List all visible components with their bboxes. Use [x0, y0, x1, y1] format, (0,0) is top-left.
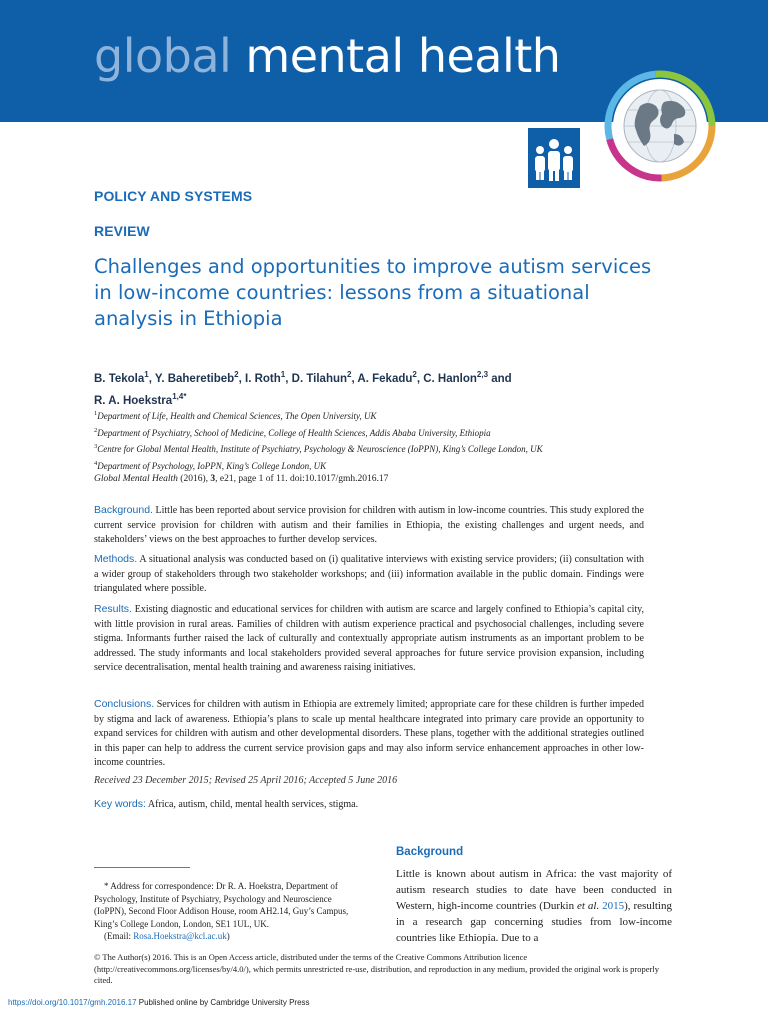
author-name: , C. Hanlon: [416, 372, 477, 385]
keywords-heading: Key words:: [94, 798, 146, 810]
affiliation-item: [94, 457, 654, 474]
correspondence-text: ): [226, 931, 230, 941]
author-name: R. A. Hoekstra: [94, 394, 173, 407]
author-affiliation-number: 1: [280, 370, 286, 379]
abstract-text: Services for children with autism in Ethiopia are extremely limited; appropriate care for these children is further impeded by stigma and lack of awareness. Ethiopia’s plans to scale up mental healthcare integrated into primary care provide an opportunity to expand services for children with autism and other developmental disorders. These plans, together with the additional strategies outlined in this paper can help to address the current service provision gaps and may also inform service enhancement approaches in other low-income countries.: [94, 699, 645, 768]
affiliation-text: Centre for Global Mental Health, Institute of Psychiatry, Psychology & Neuroscience (IoPPN), King’s College London, UK: [97, 444, 543, 454]
author-name: , A. Fekadu: [351, 372, 413, 385]
background-text: Little is known about autism in Africa: the vast majority of autism research studies to date have been conducted in Western, high-income countries (Durkin: [396, 868, 672, 912]
author-affiliation-number: 2: [234, 370, 239, 379]
abstract-text: Little has been reported about service provision for children with autism in low-income countries. This study explored the current service provision for children with autism and their families in Ethiopia, the existing challenges and urgent needs, and stakeholders’ views on the best approaches to further develop services.: [94, 505, 644, 545]
abstract-heading: Background.: [94, 504, 153, 516]
affiliation-number: 4: [94, 459, 98, 467]
article-title: Challenges and opportunities to improve autism services in low-income countries: lessons from a situational analysis in Ethiopia: [94, 255, 652, 330]
citation-journal: Global Mental Health: [94, 474, 178, 484]
citation-text: , e21, page 1 of 11. doi:10.1017/gmh.2016.17: [215, 474, 389, 484]
author-name: , Y. Baheretibeb: [148, 372, 235, 385]
abstract-text: A situational analysis was conducted based on (i) qualitative interviews with existing service providers; (ii) consultation with a wider group of stakeholders through two stakeholder workshops; and (iii) information available in the public domain. Findings were triangulated where possible.: [94, 554, 644, 594]
author-name: , D. Tilahun: [285, 372, 348, 385]
received-dates: Received 23 December 2015; Revised 25 April 2016; Accepted 5 June 2016: [94, 775, 398, 786]
abstract-conclusions: [94, 697, 644, 771]
correspondence-email-line: [94, 930, 366, 943]
author-affiliation-number: 2: [347, 370, 352, 379]
author-affiliation-number: 2: [412, 370, 417, 379]
journal-logo: [528, 70, 718, 195]
footnote-rule: [94, 867, 190, 868]
journal-title-white: mental health: [245, 29, 561, 83]
globe-icon: [624, 90, 696, 162]
journal-title: [94, 26, 560, 86]
affiliation-number: 1: [94, 410, 98, 417]
correspondence-note: [94, 880, 366, 943]
author-affiliation-number: 1,4: [172, 391, 184, 401]
affiliation-number: 3: [94, 443, 98, 450]
affiliation-text: Department of Psychiatry, School of Medicine, College of Health Sciences, Addis Ababa University, Ethiopia: [97, 427, 491, 438]
affiliation-item: [94, 407, 654, 424]
keywords-text: Africa, autism, child, mental health services, stigma.: [147, 799, 359, 810]
reference-link[interactable]: 2015: [602, 900, 625, 912]
section-label: POLICY AND SYSTEMS: [94, 188, 253, 204]
citation-text: (2016),: [177, 474, 211, 484]
keywords: [94, 798, 358, 810]
abstract-heading: Results.: [94, 603, 132, 615]
author-name: B. Tekola: [94, 372, 145, 385]
corresponding-author-mark: *: [183, 391, 187, 401]
background-paragraph: [396, 866, 672, 946]
abstract-text: Existing diagnostic and educational services for children with autism are scarce and largely confined to Ethiopia’s capital city, with little provision in rural areas. Families of children with autism experience practical and psychosocial challenges, including severe stigma. Informants further raised the lack of culturally and contextually appropriate autism instruments as an important problem to be addressed. The study informants and local stakeholders provided several approaches for future service provision expansion, including service decentralisation, mental health training and awareness raising initiatives.: [94, 604, 644, 673]
doi-link[interactable]: https://doi.org/10.1017/gmh.2016.17: [8, 998, 137, 1007]
correspondence-text: * Address for correspondence: Dr R. A. Hoekstra, Department of Psychology, Institute of Psychiatry, Psychology and Neuroscience (IoPPN), Second Floor Addison House, room AH2.14, Guy’s Campus, King’s College London, London, SE1 1UL, UK.: [94, 881, 349, 929]
abstract-heading: Methods.: [94, 553, 138, 565]
background-heading: Background: [396, 846, 464, 858]
correspondence-text: (Email:: [104, 931, 134, 941]
affiliation-number: 2: [94, 426, 98, 434]
author-name: , I. Roth: [238, 372, 281, 385]
article-type-label: REVIEW: [94, 223, 150, 239]
abstract-results: [94, 602, 644, 676]
author-conjunction: and: [488, 372, 512, 385]
email-link[interactable]: Rosa.Hoekstra@kcl.ac.uk: [133, 931, 227, 941]
author-list: [94, 366, 654, 410]
affiliation-item: [94, 440, 654, 457]
affiliation-text: Department of Life, Health and Chemical Sciences, The Open University, UK: [97, 411, 377, 421]
abstract-background: [94, 503, 644, 548]
journal-title-light: global: [94, 29, 232, 83]
background-text: et al.: [577, 900, 600, 912]
author-affiliation-number: 2,3: [476, 370, 489, 379]
author-affiliation-number: 1: [144, 370, 149, 379]
page-footer: [8, 998, 310, 1007]
abstract-methods: [94, 552, 644, 597]
background-text: ), resulting in a research gap concerning studies from low-income countries like Ethiopia. Due to a: [396, 900, 672, 944]
citation-line: [94, 474, 388, 484]
citation-volume: 3: [210, 474, 216, 484]
affiliation-list: [94, 407, 654, 473]
affiliation-text: Department of Psychology, IoPPN, King’s College London, UK: [97, 460, 327, 471]
affiliation-item: [94, 424, 654, 441]
footer-published: Published online by Cambridge University Press: [136, 998, 310, 1007]
abstract-heading: Conclusions.: [94, 698, 155, 710]
license-note: © The Author(s) 2016. This is an Open Access article, distributed under the terms of the Creative Commons Attribution licence (http://creativecommons.org/licenses/by/4.0/), which permits unrestricted re-use, distribution, and reproduction in any medium, provided the original work is properly cited.: [94, 952, 659, 985]
